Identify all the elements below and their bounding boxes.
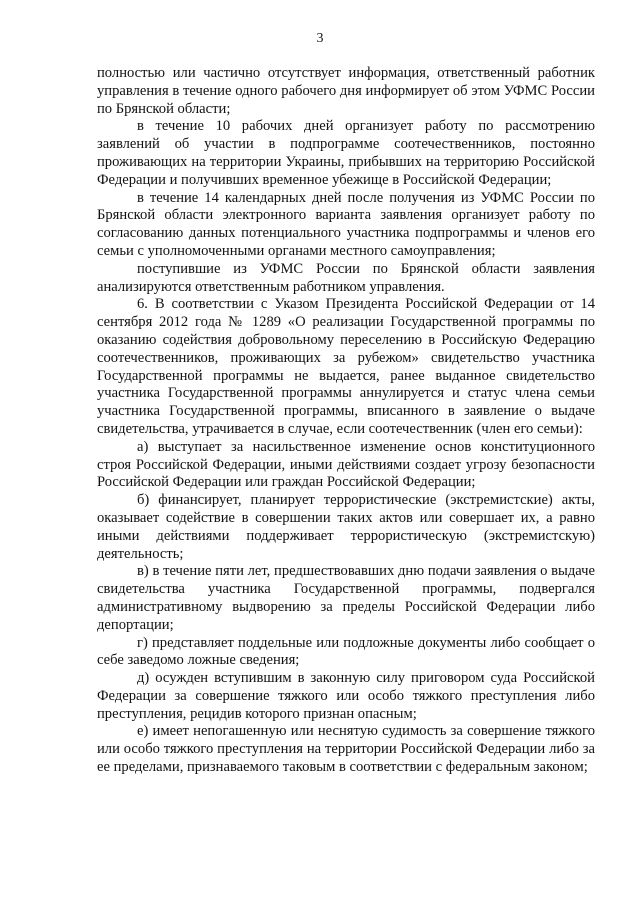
list-item-e: е) имеет непогашенную или неснятую судимость за совершение тяжкого или особо тяжкого преступления на территории Российской Федерации либо за ее пределами, признаваемого таковым в соответствии с федеральным законом;: [97, 723, 595, 776]
paragraph-section-6: 6. В соответствии с Указом Президента Российской Федерации от 14 сентября 2012 года № 1289 «О реализации Государственной программы по оказанию содействия добровольному переселению в Российскую Федерацию соотечественников, проживающих за рубежом» свидетельство участника Государственной программы не выдается, ранее выданное свидетельство участника Государственной программы аннулируется и статус члена семьи участника Государственной программы, вписанного в заявление о выдаче свидетельства, утрачивается в случае, если соотечественник (член его семьи):: [97, 296, 595, 437]
paragraph-review-applications: в течение 10 рабочих дней организует работу по рассмотрению заявлений об участии в подпрограмме соотечественников, постоянно проживающих на территории Украины, прибывших на территорию Российской Федерации и получивших временное убежище в Российской Федерации;: [97, 118, 595, 188]
page-number: 3: [316, 31, 324, 46]
list-item-g: г) представляет поддельные или подложные документы либо сообщает о себе заведомо ложные сведения;: [97, 634, 595, 669]
list-item-a: а) выступает за насильственное изменение основ конституционного строя Российской Федерации, иными действиями создает угрозу безопасности Российской Федерации или граждан Российской Федерации;: [97, 438, 595, 491]
document-body: [97, 65, 595, 777]
list-item-d: д) осужден вступившим в законную силу приговором суда Российской Федерации за совершение тяжкого или особо тяжкого преступления либо преступления, рецидив которого признан опасным;: [97, 670, 595, 722]
list-item-v: в) в течение пяти лет, предшествовавших дню подачи заявления о выдаче свидетельства участника Государственной программы, подвергался административному выдворению за пределы Российской Федерации либо депортации;: [97, 563, 595, 633]
paragraph-continuation: полностью или частично отсутствует информация, ответственный работник управления в течение одного рабочего дня информирует об этом УФМС России по Брянской области;: [97, 65, 595, 117]
list-item-b: б) финансирует, планирует террористические (экстремистские) акты, оказывает содействие в совершении таких актов или совершает их, а равно иными действиями поддерживает террористическую (экстремистскую) деятельность;: [97, 492, 595, 562]
paragraph-coordination: в течение 14 календарных дней после получения из УФМС России по Брянской области электронного варианта заявления организует работу по согласованию данных потенциального участника подпрограммы и членов его семьи с уполномоченными органами местного самоуправления;: [97, 189, 595, 259]
paragraph-analysis: поступившие из УФМС России по Брянской области заявления анализируются ответственным работником управления.: [97, 260, 595, 295]
